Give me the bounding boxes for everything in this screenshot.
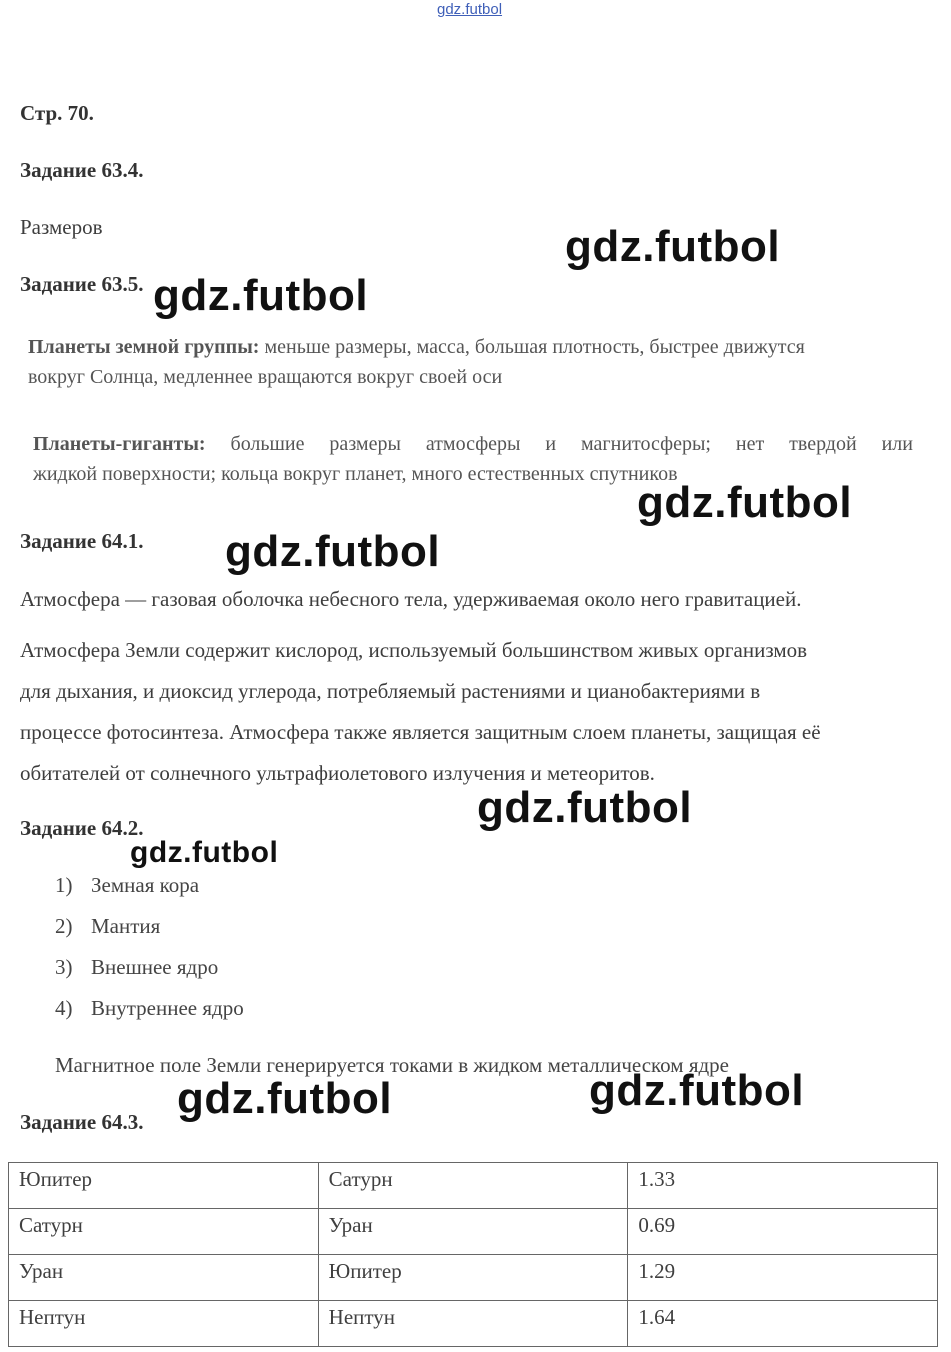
task-63-4-title: Задание 63.4.	[20, 158, 144, 182]
giants-line-1: большие размеры атмосферы и магнитосферы; нет твердой или	[205, 433, 913, 455]
table-row	[9, 1163, 938, 1209]
atmosphere-line-4: обитателей от солнечного ультрафиолетового излучения и метеоритов.	[20, 761, 655, 785]
task-63-4-answer: Размеров	[20, 215, 103, 239]
table-row	[9, 1255, 938, 1301]
list-item-text: Внутреннее ядро	[91, 996, 244, 1020]
table-cell: Нептун	[318, 1301, 628, 1347]
table-row	[9, 1301, 938, 1347]
terrestrial-line-1: меньше размеры, масса, большая плотность, быстрее движутся	[259, 336, 805, 358]
watermark: gdz.futbol	[637, 478, 853, 527]
table-cell: 1.33	[628, 1163, 938, 1209]
magnetic-field-note: Магнитное поле Земли генерируется токами в жидком металлическом ядре	[55, 1053, 729, 1077]
table-row	[9, 1209, 938, 1255]
watermark: gdz.futbol	[177, 1074, 393, 1123]
terrestrial-label: Планеты земной группы:	[28, 336, 260, 358]
watermark: gdz.futbol	[225, 527, 441, 576]
atmosphere-line-3: процессе фотосинтеза. Атмосфера также является защитным слоем планеты, защищая её	[20, 720, 821, 744]
list-item	[55, 914, 160, 939]
table-cell: Сатурн	[9, 1209, 319, 1255]
planet-table	[8, 1162, 938, 1347]
giants-line-2: жидкой поверхности; кольца вокруг планет, много естественных спутников	[33, 463, 678, 485]
table-cell: 1.64	[628, 1301, 938, 1347]
watermark: gdz.futbol	[153, 271, 369, 320]
list-item-text: Внешнее ядро	[91, 955, 219, 979]
table-cell: Уран	[318, 1209, 628, 1255]
watermark: gdz.futbol	[589, 1066, 805, 1115]
list-item-text: Земная кора	[91, 873, 200, 897]
table-cell: Юпитер	[9, 1163, 319, 1209]
terrestrial-line-2: вокруг Солнца, медленнее вращаются вокруг своей оси	[28, 366, 503, 388]
task-63-5-title: Задание 63.5.	[20, 272, 144, 296]
list-item-number: 1)	[55, 873, 73, 897]
list-item-number: 2)	[55, 914, 73, 938]
page-number: Стр. 70.	[20, 101, 94, 125]
list-item-number: 4)	[55, 996, 73, 1020]
atmosphere-definition: Атмосфера — газовая оболочка небесного тела, удерживаемая около него гравитацией.	[20, 587, 802, 611]
atmosphere-paragraph	[20, 630, 935, 794]
table-cell: 0.69	[628, 1209, 938, 1255]
table-cell: Уран	[9, 1255, 319, 1301]
watermark: gdz.futbol	[565, 222, 781, 271]
task-64-2-title: Задание 64.2.	[20, 816, 144, 840]
atmosphere-line-2: для дыхания, и диоксид углерода, потребляемый растениями и цианобактериями в	[20, 679, 761, 703]
watermark: gdz.futbol	[477, 783, 693, 832]
list-item	[55, 955, 218, 980]
terrestrial-planets-text	[28, 332, 918, 392]
table-cell: Юпитер	[318, 1255, 628, 1301]
list-item	[55, 996, 244, 1021]
list-item	[55, 873, 199, 898]
atmosphere-line-1: Атмосфера Земли содержит кислород, используемый большинством живых организмов	[20, 638, 808, 662]
task-64-1-title: Задание 64.1.	[20, 529, 144, 553]
table-cell: 1.29	[628, 1255, 938, 1301]
table-cell: Нептун	[9, 1301, 319, 1347]
giants-label: Планеты-гиганты:	[33, 433, 206, 455]
list-item-number: 3)	[55, 955, 73, 979]
list-item-text: Мантия	[91, 914, 161, 938]
table-cell: Сатурн	[318, 1163, 628, 1209]
site-link[interactable]: gdz.futbol	[437, 1, 503, 18]
task-64-3-title: Задание 64.3.	[20, 1110, 144, 1134]
watermark: gdz.futbol	[130, 836, 279, 869]
